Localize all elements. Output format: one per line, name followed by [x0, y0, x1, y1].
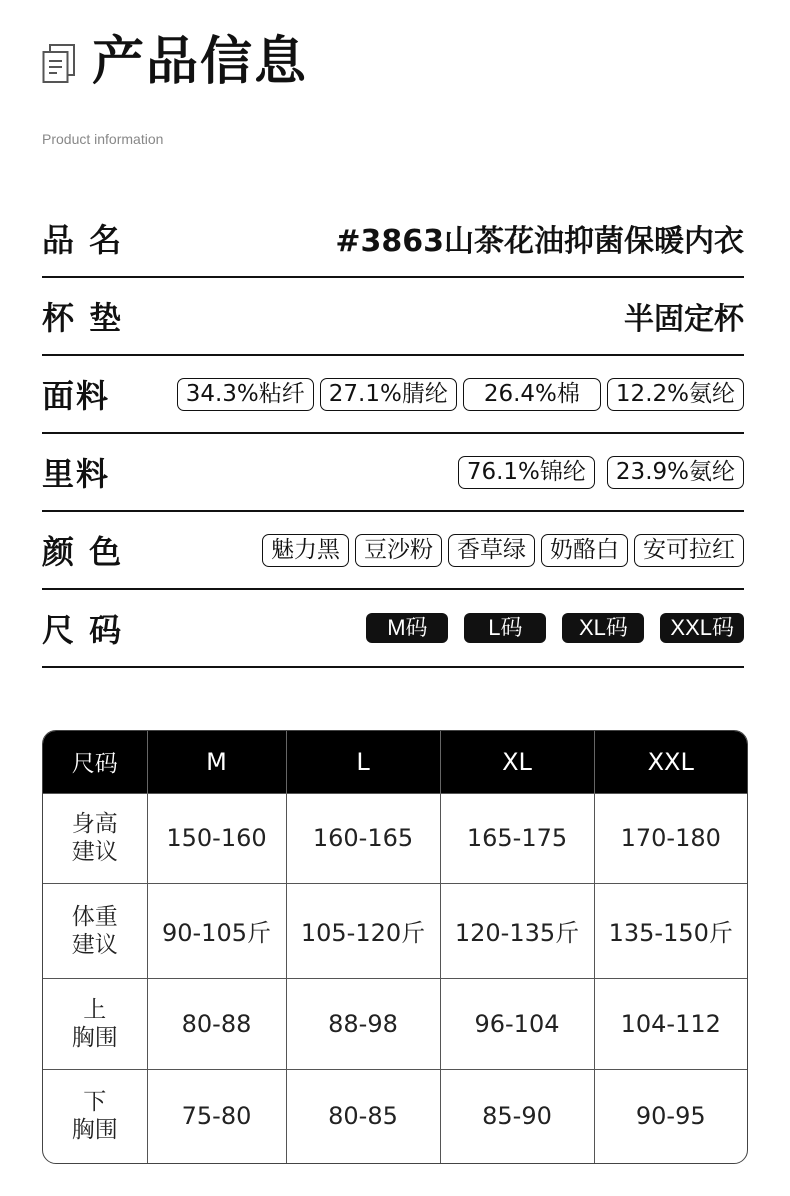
table-cell: 80-88 [147, 978, 286, 1069]
row-header-line: 体重 [71, 903, 118, 930]
info-label: 里料 [42, 455, 111, 493]
column-header: L [286, 731, 440, 793]
column-header: M [147, 731, 286, 793]
color-tags [262, 534, 744, 567]
row-header [43, 1069, 147, 1163]
product-name: #3863山茶花油抑菌保暖内衣 [335, 224, 744, 259]
size-tag: M码 [366, 613, 448, 643]
lining-tags [458, 456, 744, 489]
document-icon [42, 44, 76, 84]
table-cell: 165-175 [440, 793, 594, 883]
color-tag: 奶酪白 [541, 534, 628, 567]
info-row-lining [42, 434, 744, 512]
row-header-line: 上 [83, 996, 107, 1023]
row-header-line: 建议 [71, 839, 118, 865]
row-header-line: 胸围 [71, 1024, 118, 1051]
table-row [43, 793, 747, 883]
table-header-row [43, 731, 747, 793]
table-cell: 88-98 [286, 978, 440, 1069]
size-tag: XL码 [562, 613, 644, 643]
row-header-line: 身高 [71, 811, 118, 837]
row-header [43, 793, 147, 883]
column-header: XXL [594, 731, 747, 793]
info-label: 尺 码 [42, 611, 124, 649]
size-tags [366, 613, 744, 643]
row-header [43, 978, 147, 1069]
page-title: 产品信息 [92, 32, 309, 92]
row-header-line: 建议 [71, 931, 118, 958]
color-tag: 安可拉红 [634, 534, 744, 567]
info-label: 品 名 [42, 221, 124, 259]
table-cell: 135-150斤 [594, 883, 747, 978]
table-cell: 80-85 [286, 1069, 440, 1163]
color-tag: 豆沙粉 [355, 534, 442, 567]
table-cell: 90-95 [594, 1069, 747, 1163]
info-row-fabric [42, 356, 744, 434]
fabric-tag: 12.2%氨纶 [607, 378, 744, 411]
info-row-name [42, 200, 744, 278]
fabric-tags [177, 378, 744, 411]
info-row-color [42, 512, 744, 590]
fabric-tag: 34.3%粘纤 [177, 378, 314, 411]
table-corner-header: 尺码 [43, 731, 147, 793]
size-chart [42, 730, 748, 1164]
page-subtitle: Product information [42, 131, 164, 147]
color-tag: 香草绿 [448, 534, 535, 567]
table-cell: 105-120斤 [286, 883, 440, 978]
lining-tag: 23.9%氨纶 [607, 456, 744, 489]
size-table [43, 731, 747, 1163]
info-label: 杯 垫 [42, 299, 124, 337]
table-cell: 85-90 [440, 1069, 594, 1163]
cup-value: 半固定杯 [624, 302, 744, 337]
row-header-line: 下 [83, 1089, 107, 1116]
table-row [43, 883, 747, 978]
row-header-line: 胸围 [71, 1117, 118, 1144]
table-cell: 90-105斤 [147, 883, 286, 978]
table-row [43, 1069, 747, 1163]
color-tag: 魅力黑 [262, 534, 349, 567]
table-cell: 160-165 [286, 793, 440, 883]
table-cell: 170-180 [594, 793, 747, 883]
size-tag: L码 [464, 613, 546, 643]
table-row [43, 978, 747, 1069]
table-cell: 120-135斤 [440, 883, 594, 978]
info-row-size [42, 590, 744, 668]
row-header [43, 883, 147, 978]
table-cell: 96-104 [440, 978, 594, 1069]
fabric-tag: 26.4%棉 [463, 378, 601, 411]
fabric-tag: 27.1%腈纶 [320, 378, 457, 411]
table-cell: 104-112 [594, 978, 747, 1069]
info-row-cup [42, 278, 744, 356]
lining-tag: 76.1%锦纶 [458, 456, 595, 489]
table-cell: 150-160 [147, 793, 286, 883]
info-label: 颜 色 [42, 533, 124, 571]
info-label: 面料 [42, 377, 111, 415]
column-header: XL [440, 731, 594, 793]
size-tag: XXL码 [660, 613, 744, 643]
table-cell: 75-80 [147, 1069, 286, 1163]
